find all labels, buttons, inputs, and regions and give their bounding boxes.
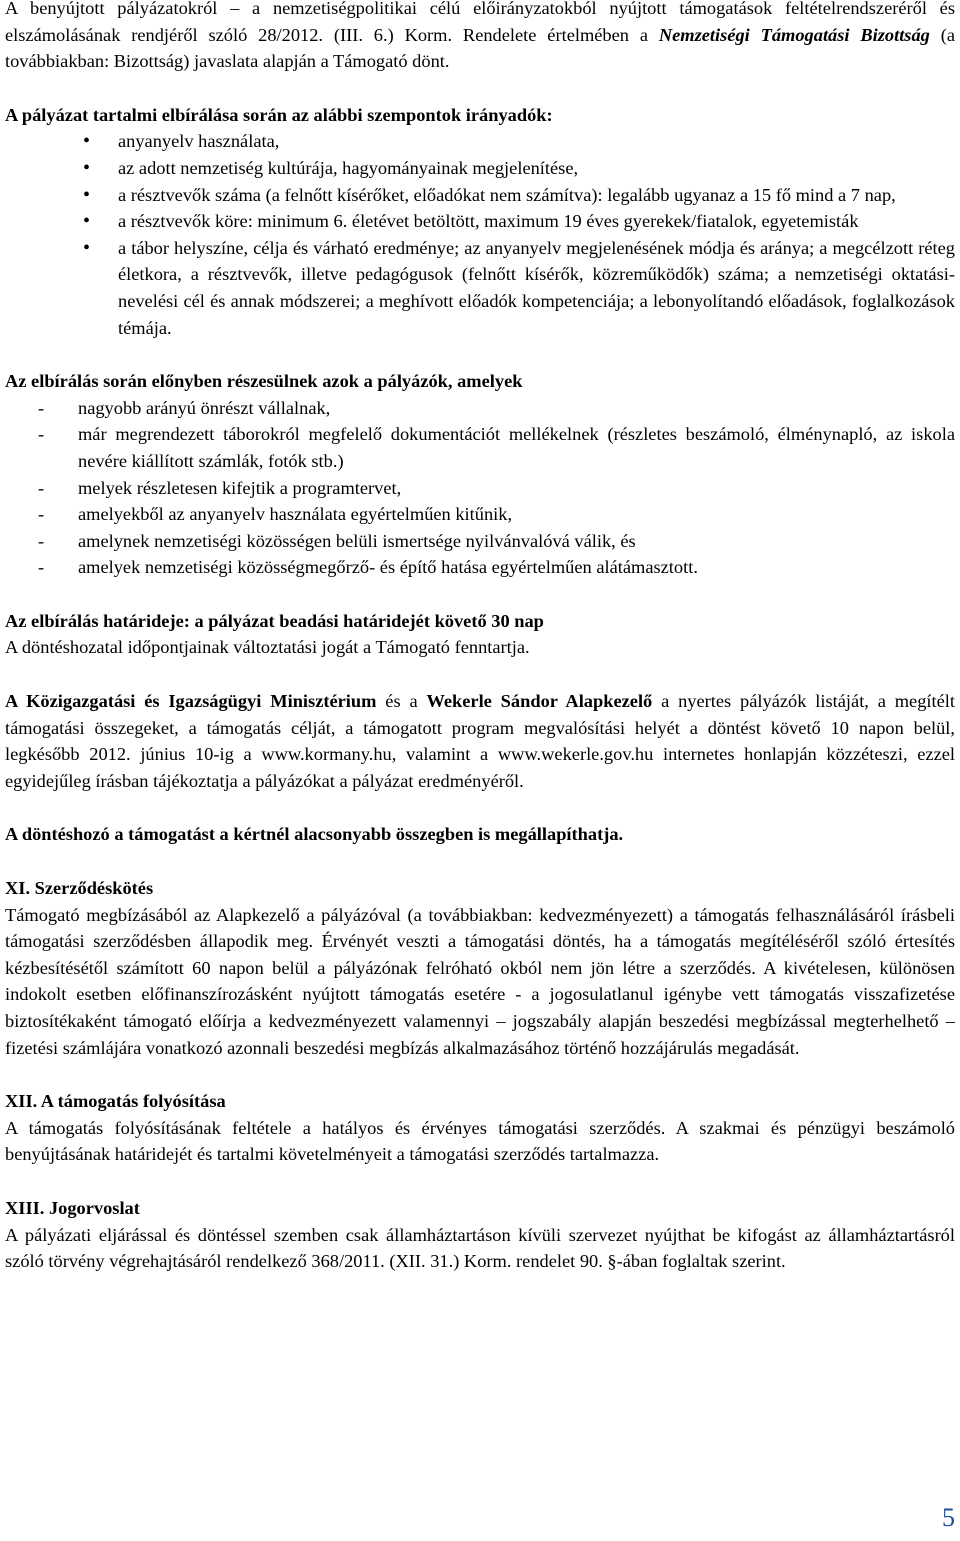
intro-paragraph: A benyújtott pályázatokról – a nemzetiségpolitikai célú előirányzatokból nyújtott támogatások feltételrendszeréről és elszámolásának rendjéről szóló 28/2012. (III. 6.) Korm. Rendelete értelmében a Nemzetiségi Támogatási Bizottság (a továbbiakban: Bizottság) javaslata alapján a Támogató dönt. — [5, 0, 955, 72]
criteria-heading: A pályázat tartalmi elbírálása során az alábbi szempontok irányadók: — [5, 104, 553, 125]
list-item: • anyanyelv használata, — [5, 128, 955, 155]
bizottsag-name: Nemzetiségi Támogatási Bizottság — [658, 24, 930, 45]
list-item: • a tábor helyszíne, célja és várható eredménye; az anyanyelv megjelenésének módja és aránya; a megcélzott réteg életkora, a résztvevők, illetve pedagógusok (felnőtt kísérők, közreműködők) száma; a nemzetiségi oktatási-nevelési cél és annak módszerei; a meghívott előadók kompetenciája; a lebonyolítandó előadások, foglalkozások témája. — [5, 235, 955, 341]
section-xiii-heading: XIII. Jogorvoslat — [5, 1197, 140, 1218]
deadline-text: A döntéshozatal időpontjainak változtatási jogát a Támogató fenntartja. — [5, 637, 530, 658]
deadline-heading: Az elbírálás határideje: a pályázat beadási határidejét követő 30 nap — [5, 610, 544, 631]
list-item: - amelyekből az anyanyelv használata egyértelműen kitűnik, — [5, 501, 955, 528]
preference-list — [5, 395, 955, 581]
list-item: • az adott nemzetiség kultúrája, hagyományainak megjelenítése, — [5, 155, 955, 182]
section-xii-heading: XII. A támogatás folyósítása — [5, 1091, 226, 1112]
ministry-name: A Közigazgatási és Igazságügyi Minisztérium — [5, 691, 377, 712]
list-item: - nagyobb arányú önrészt vállalnak, — [5, 395, 955, 422]
publication-paragraph: A Közigazgatási és Igazságügyi Minisztérium és a Wekerle Sándor Alapkezelő a nyertes pályázók listáját, a megítélt támogatási összegeket, a támogatás célját, a támogatott program megvalósítási helyét a döntést követő 10 napon belül, legkésőbb 2012. június 10-ig a www.kormany.hu, valamint a www.wekerle.gov.hu internetes honlapján közzéteszi, ezzel egyidejűleg írásban tájékoztatja a pályázókat a pályázat eredményéről. — [5, 691, 956, 791]
page-number: 5 — [942, 1503, 955, 1532]
list-item: • a résztvevők száma (a felnőtt kísérőket, előadókat nem számítva): legalább ugyanaz a 15 fő mind a 7 nap, — [5, 182, 955, 209]
document-page — [5, 0, 955, 1275]
list-item: - amelyek nemzetiségi közösségmegőrző- és építő hatása egyértelműen alátámasztott. — [5, 554, 955, 581]
lower-amount-note: A döntéshozó a támogatást a kértnél alacsonyabb összegben is megállapíthatja. — [5, 824, 624, 845]
fund-name: Wekerle Sándor Alapkezelő — [426, 691, 653, 712]
list-item: - amelynek nemzetiségi közösségen belüli ismertsége nyilvánvalóvá válik, és — [5, 528, 955, 555]
section-xiii-text: A pályázati eljárással és döntéssel szemben csak államháztartáson kívüli szervezet nyújthat be kifogást az államháztartásról szóló törvény végrehajtásáról rendelkező 368/2011. (XII. 31.) Korm. rendelet 90. §-ában foglaltak szerint. — [5, 1224, 955, 1272]
criteria-list — [5, 128, 955, 341]
section-xi-heading: XI. Szerződéskötés — [5, 878, 154, 899]
list-item: - már megrendezett táborokról megfelelő dokumentációt mellékelnek (részletes beszámoló, élménynapló, az iskola nevére kiállított számlák, fotók stb.) — [5, 421, 955, 474]
section-xi-text: Támogató megbízásából az Alapkezelő a pályázóval (a továbbiakban: kedvezményezett) a támogatás felhasználásáról írásbeli támogatási szerződésben állapodik meg. Érvényét veszti a támogatási döntés, ha a támogatás megítéléséről szóló értesítés kézbesítésétől számított 60 napon belül a pályázónak felróható okból nem jön létre a szerződés. A kivételesen, különösen indokolt esetben előfinanszírozásként nyújtott támogatás esetére - a jogosulatlanul igénybe vett támogatás visszafizetése biztosítékaként támogató előírja a kedvezményezett valamennyi – jogszabály alapján beszedési megbízással megterhelhető – fizetési számlájára vonatkozó azonnali beszedési megbízás alkalmazásához történő hozzájárulás megadását. — [5, 904, 955, 1058]
list-item: - melyek részletesen kifejtik a programtervet, — [5, 475, 955, 502]
section-xii-text: A támogatás folyósításának feltétele a hatályos és érvényes támogatási szerződés. A szakmai és pénzügyi beszámoló benyújtásának határidejét és tartalmi követelményeit a támogatási szerződés tartalmazza. — [5, 1117, 955, 1165]
preference-heading: Az elbírálás során előnyben részesülnek azok a pályázók, amelyek — [5, 371, 523, 392]
list-item: • a résztvevők köre: minimum 6. életévet betöltött, maximum 19 éves gyerekek/fiatalok, egyetemisták — [5, 208, 955, 235]
